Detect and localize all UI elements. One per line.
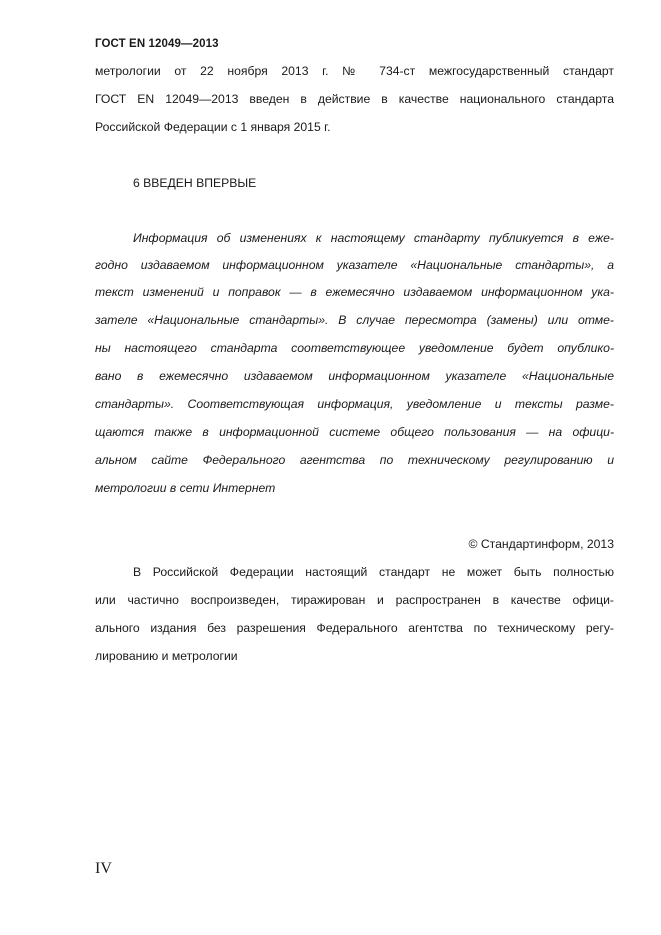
rights-line: ального издания без разрешения Федерального агентства по техническому регу- xyxy=(95,621,614,635)
intro-line-2: ГОСТ EN 12049—2013 введен в действие в качестве национального стандарта xyxy=(95,92,614,106)
info-line: стандарты». Соответствующая информация, уведомление и тексты разме- xyxy=(95,397,614,411)
intro-line-1: метрологии от 22 ноября 2013 г. № 734-ст межгосударственный стандарт xyxy=(95,64,614,78)
info-line: годно издаваемом информационном указателе «Национальные стандарты», а xyxy=(95,258,614,272)
info-line: метрологии в сети Интернет xyxy=(95,481,276,495)
page-number: IV xyxy=(95,860,112,877)
info-line: ны настоящего стандарта соответствующее уведомление будет опублико- xyxy=(95,341,614,355)
intro-line-3: Российской Федерации с 1 января 2015 г. xyxy=(95,120,331,134)
info-line: зателе «Национальные стандарты». В случае пересмотра (замены) или отме- xyxy=(95,313,614,327)
rights-line: лированию и метрологии xyxy=(95,649,238,663)
info-line: вано в ежемесячно издаваемом информационном указателе «Национальные xyxy=(95,369,614,383)
info-line: щаются также в информационной системе общего пользования — на офици- xyxy=(95,425,614,439)
rights-line: или частично воспроизведен, тиражирован и распространен в качестве офици- xyxy=(95,593,614,607)
rights-line: В Российской Федерации настоящий стандарт не может быть полностью xyxy=(133,565,614,579)
info-line: текст изменений и поправок — в ежемесячно издаваемом информационном ука- xyxy=(95,285,614,299)
section-6-heading: 6 ВВЕДЕН ВПЕРВЫЕ xyxy=(133,176,257,190)
info-line: альном сайте Федерального агентства по техническому регулированию и xyxy=(95,453,614,467)
standard-code-header: ГОСТ EN 12049—2013 xyxy=(95,38,219,50)
info-line: Информация об изменениях к настоящему стандарту публикуется в еже- xyxy=(133,231,614,245)
copyright-notice: © Стандартинформ, 2013 xyxy=(468,537,614,551)
